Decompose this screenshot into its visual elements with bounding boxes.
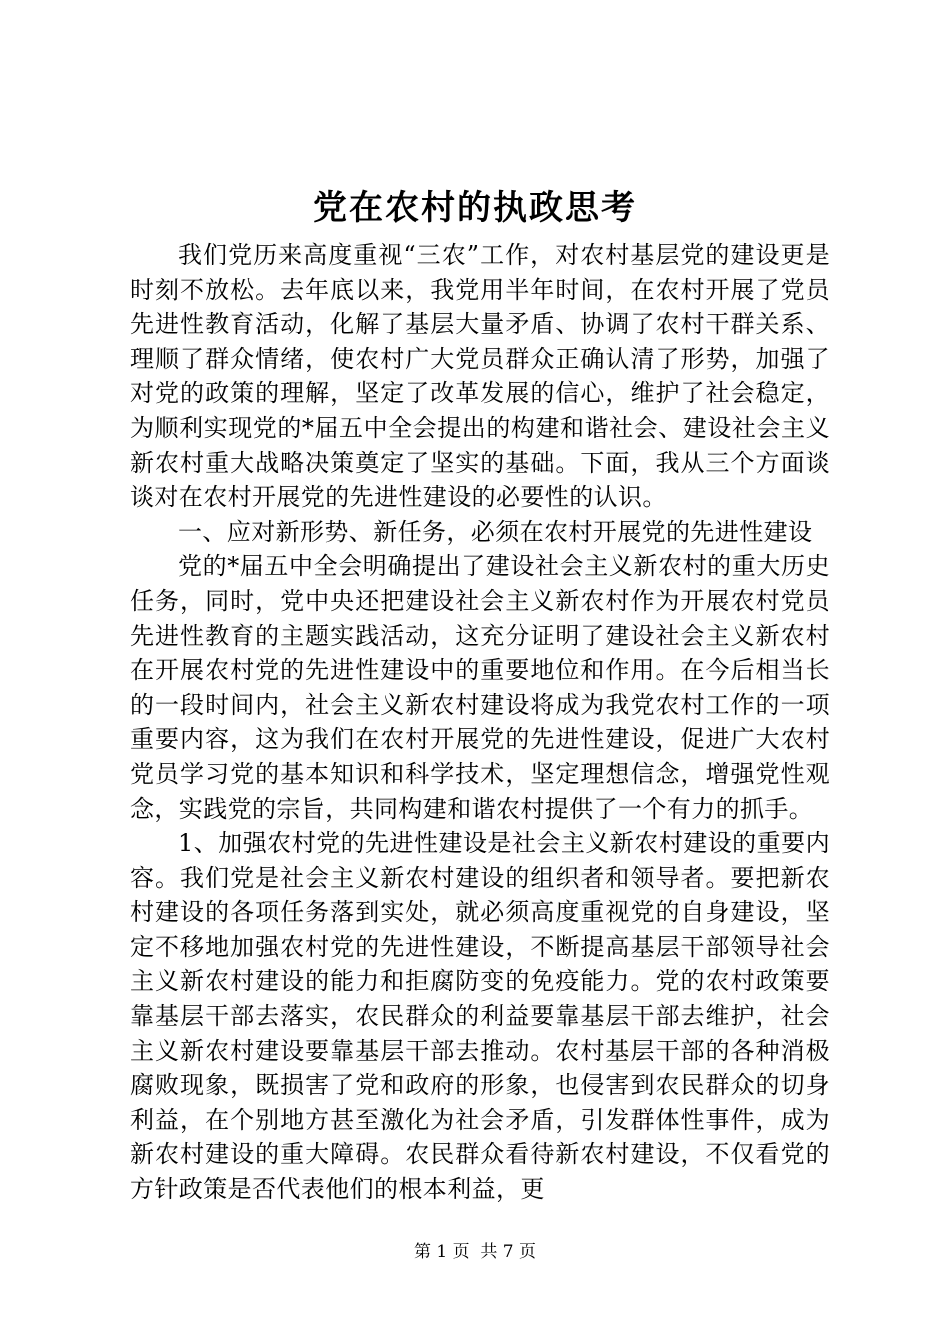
paragraph-section-1: 党的*届五中全会明确提出了建设社会主义新农村的重大历史任务，同时，党中央还把建设社会主义新农村作为开展农村党员先进性教育的主题实践活动，这充分证明了建设社会主义新农村在开展农村党的先进性建设中的重要地位和作用。在今后相当长的一段时间内，社会主义新农村建设将成为我党农村工作的一项重要内容，这为我们在农村开展党的先进性建设，促进广大农村党员学习党的基本知识和科学技术，坚定理想信念，增强党性观念，实践党的宗旨，共同构建和谐农村提供了一个有力的抓手。 [130,552,830,823]
page-number-label: 第 1 页 共 7 页 [413,1242,537,1262]
document-title: 党在农村的执政思考 [313,188,637,228]
section-heading-1: 一、应对新形势、新任务，必须在农村开展党的先进性建设 [178,517,813,546]
paragraph-point-1: 1、加强农村党的先进性建设是社会主义新农村建设的重要内容。我们党是社会主义新农村建设的组织者和领导者。要把新农村建设的各项任务落到实处，就必须高度重视党的自身建设，坚定不移地加强农村党的先进性建设，不断提高基层干部领导社会主义新农村建设的能力和拒腐防变的免疫能力。党的农村政策要靠基层干部去落实，农民群众的利益要靠基层干部去维护，社会主义新农村建设要靠基层干部去推动。农村基层干部的各种消极腐败现象，既损害了党和政府的形象，也侵害到农民群众的切身利益，在个别地方甚至激化为社会矛盾，引发群体性事件，成为新农村建设的重大障碍。农民群众看待新农村建设，不仅看党的方针政策是否代表他们的根本利益，更 [130,829,830,1204]
document-body [130,238,830,1207]
page-footer [0,1240,950,1264]
paragraph-intro: 我们党历来高度重视“三农”工作，对农村基层党的建设更是时刻不放松。去年底以来，我党用半年时间，在农村开展了党员先进性教育活动，化解了基层大量矛盾、协调了农村干群关系、理顺了群众情绪，使农村广大党员群众正确认清了形势，加强了对党的政策的理解，坚定了改革发展的信心，维护了社会稳定，为顺利实现党的*届五中全会提出的构建和谐社会、建设社会主义新农村重大战略决策奠定了坚实的基础。下面，我从三个方面谈谈对在农村开展党的先进性建设的必要性的认识。 [130,241,830,512]
